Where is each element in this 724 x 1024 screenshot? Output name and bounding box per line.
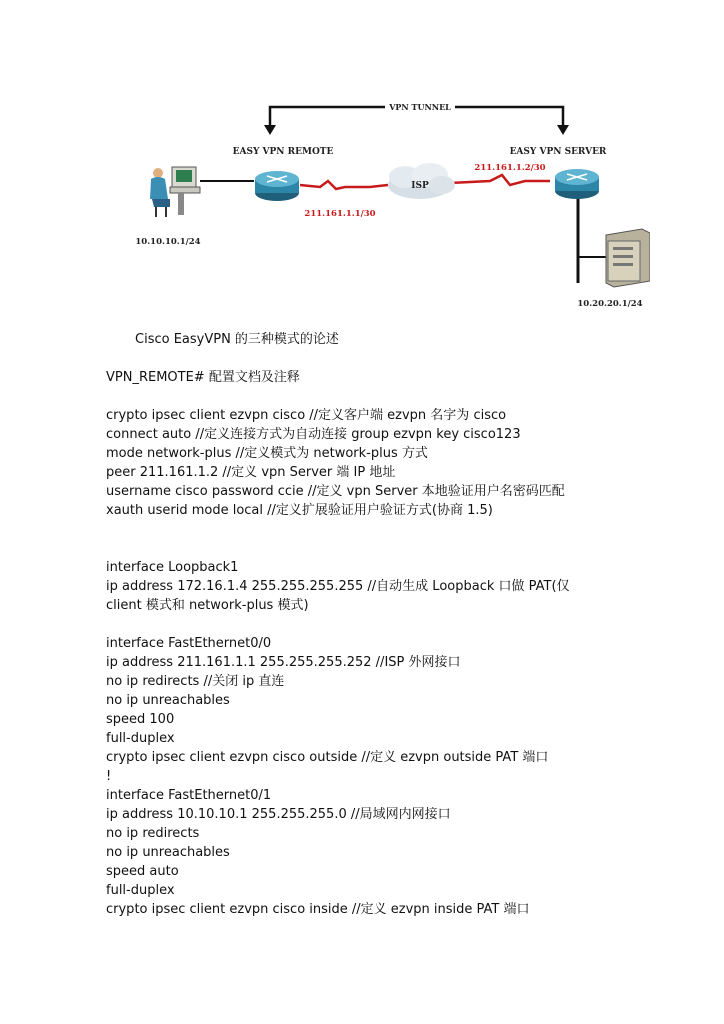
config-line: ip address 172.16.1.4 255.255.255.255 //自动生成 Loopback 口做 PAT(仅 — [106, 579, 570, 594]
server-lan-ip: 10.20.20.1/24 — [577, 299, 643, 309]
config-line: interface FastEthernet0/0 — [106, 636, 272, 651]
section-heading: VPN_REMOTE# 配置文档及注释 — [106, 370, 300, 385]
cloud-label: ISP — [411, 181, 429, 191]
config-line: speed 100 — [106, 712, 175, 727]
config-line: no ip redirects — [106, 826, 200, 841]
config-line: full-duplex — [106, 883, 175, 898]
config-line: interface FastEthernet0/1 — [106, 788, 272, 803]
config-line: username cisco password ccie //定义 vpn Server 本地验证用户名密码匹配 — [106, 484, 565, 499]
config-line: no ip redirects //关闭 ip 直连 — [106, 674, 285, 689]
config-line: connect auto //定义连接方式为自动连接 group ezvpn key cisco123 — [106, 427, 521, 442]
remote-router-icon — [255, 171, 299, 201]
server-label: EASY VPN SERVER — [509, 147, 607, 157]
server-router-icon — [555, 169, 599, 199]
remote-label: EASY VPN REMOTE — [232, 147, 334, 157]
remote-wan-link — [300, 181, 388, 189]
config-line: client 模式和 network-plus 模式) — [106, 598, 309, 613]
config-line: crypto ipsec client ezvpn cisco inside //定义 ezvpn inside PAT 端口 — [106, 902, 530, 917]
pc-user-icon — [150, 167, 200, 217]
config-line — [106, 539, 626, 558]
config-line — [106, 615, 626, 634]
config-line: no ip unreachables — [106, 845, 230, 860]
config-line: speed auto — [106, 864, 179, 879]
pc-ip: 10.10.10.1/24 — [135, 237, 201, 247]
config-line: crypto ipsec client ezvpn cisco //定义客户端 ezvpn 名字为 cisco — [106, 408, 507, 423]
config-line — [106, 520, 626, 539]
document-body — [106, 330, 626, 919]
config-line: ip address 10.10.10.1 255.255.255.0 //局域网内网接口 — [106, 807, 451, 822]
config-line: peer 211.161.1.2 //定义 vpn Server 端 IP 地址 — [106, 465, 396, 480]
config-line: mode network-plus //定义模式为 network-plus 方式 — [106, 446, 428, 461]
config-line: xauth userid mode local //定义扩展验证用户验证方式(协商 1.5) — [106, 503, 493, 518]
config-line: crypto ipsec client ezvpn cisco outside //定义 ezvpn outside PAT 端口 — [106, 750, 549, 765]
doc-title: Cisco EasyVPN 的三种模式的论述 — [135, 332, 339, 347]
config-line: full-duplex — [106, 731, 175, 746]
tunnel-label: VPN TUNNEL — [389, 102, 451, 112]
server-wan-link — [450, 175, 550, 185]
config-line: ip address 211.161.1.1 255.255.255.252 //ISP 外网接口 — [106, 655, 461, 670]
config-listing — [106, 406, 626, 919]
server-host-icon — [606, 229, 650, 287]
server-wan-ip: 211.161.1.2/30 — [474, 163, 546, 173]
remote-wan-ip: 211.161.1.1/30 — [304, 209, 376, 219]
topology-svg — [130, 95, 650, 313]
config-line: interface Loopback1 — [106, 560, 239, 575]
network-diagram — [130, 95, 650, 313]
config-line: no ip unreachables — [106, 693, 230, 708]
config-line: ! — [106, 769, 112, 784]
